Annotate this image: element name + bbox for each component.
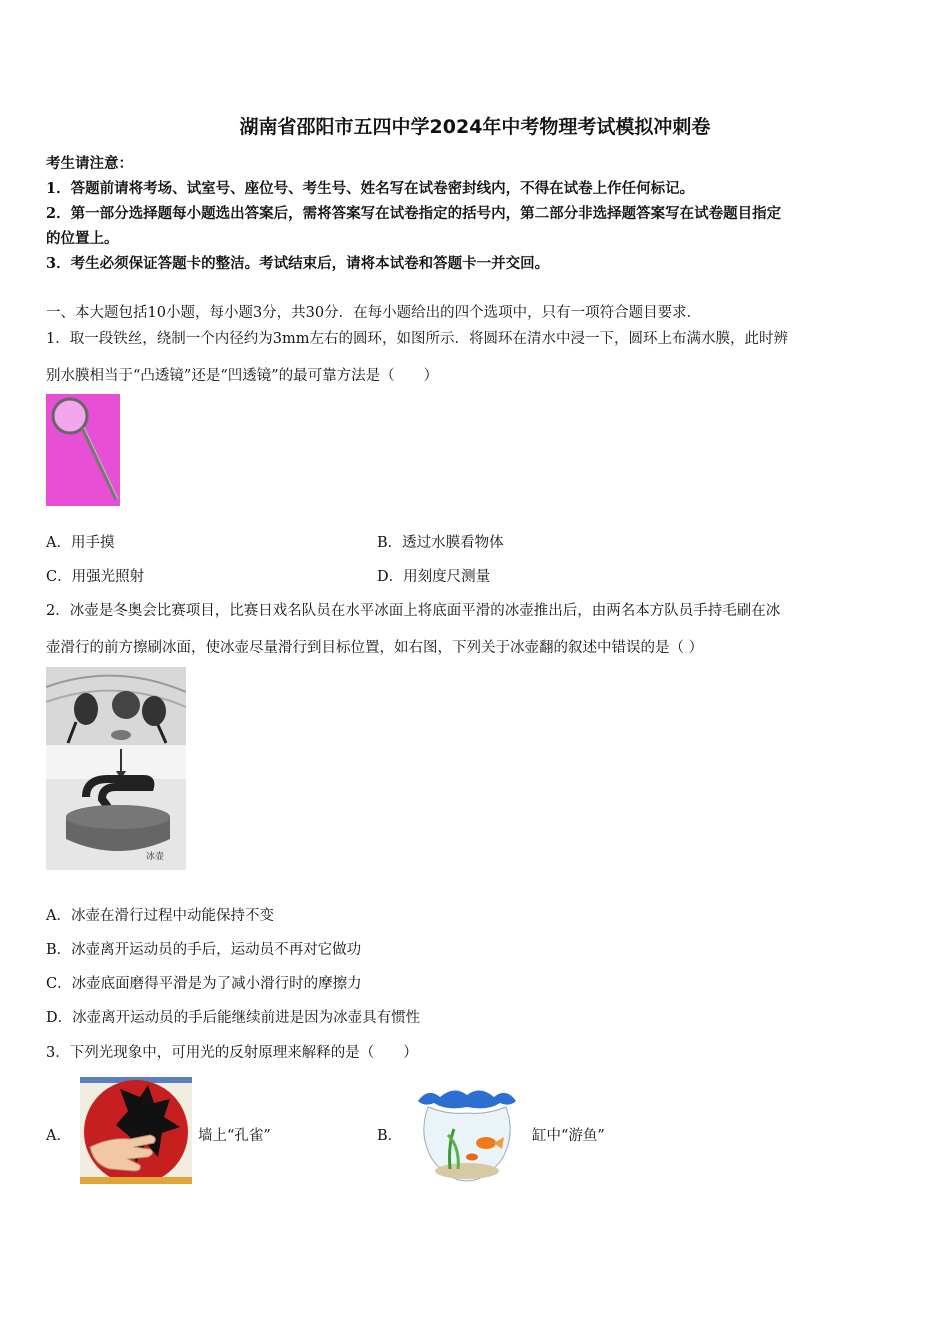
q2-option-c[interactable]: C．冰壶底面磨得平滑是为了减小滑行时的摩擦力 [46,976,362,992]
q3-option-b-letter[interactable]: B． [377,1128,403,1144]
q3-option-b-text[interactable]: 缸中“游鱼” [532,1128,605,1144]
notice-heading: 考生请注意： [46,155,133,172]
notice-item-3: 3．考生必须保证答题卡的整洁。考试结束后，请将本试卷和答题卡一并交回。 [46,255,550,272]
curling-figure [46,667,186,870]
q3-stem: 3．下列光现象中，可用光的反射原理来解释的是（ ） [46,1045,418,1061]
curling-caption: 冰壶 [145,852,164,862]
notice-item-2: 2．第一部分选择题每小题选出答案后，需将答案写在试卷指定的括号内，第二部分非选择题答案写在试卷题目指定 [46,205,782,222]
q1-stem-line2: 别水膜相当于“凸透镜”还是“凹透镜”的最可靠方法是（ ） [46,368,439,384]
q2-option-a[interactable]: A．冰壶在滑行过程中动能保持不变 [46,908,274,924]
q2-stem-line1: 2．冰壶是冬奥会比赛项目，比赛日戏名队员在水平冰面上将底面平滑的冰壶推出后，由两名本方队员手持毛刷在冰 [46,603,781,619]
notice-item-1: 1．答题前请将考场、试室号、座位号、考生号、姓名写在试卷密封线内，不得在试卷上作任何标记。 [46,180,695,197]
q1-option-b[interactable]: B．透过水膜看物体 [377,535,504,551]
fishbowl-figure [414,1085,520,1183]
q2-option-d[interactable]: D．冰壶离开运动员的手后能继续前进是因为冰壶具有惯性 [46,1010,421,1026]
notice-item-2-cont: 的位置上。 [46,230,119,247]
q2-option-b[interactable]: B．冰壶离开运动员的手后，运动员不再对它做功 [46,942,362,958]
q2-stem-line2: 壶滑行的前方擦刷冰面，使冰壶尽量滑行到目标位置，如右图，下列关于冰壶翻的叙述中错误的是（ ） [46,640,704,656]
q3-option-a-text[interactable]: 墙上“孔雀” [198,1128,271,1144]
q1-option-a[interactable]: A．用手摸 [46,535,115,551]
q1-option-d[interactable]: D．用刻度尺测量 [377,569,491,585]
section-heading: 一、本大题包括10小题，每小题3分，共30分．在每小题给出的四个选项中，只有一项符合题目要求． [46,305,702,321]
q1-option-c[interactable]: C．用强光照射 [46,569,145,585]
wire-loop-figure [46,394,120,506]
q1-stem-line1: 1．取一段铁丝，绕制一个内径约为3mm左右的圆环，如图所示．将圆环在清水中浸一下，圆环上布满水膜，此时辨 [46,331,788,347]
hand-shadow-figure [80,1077,192,1184]
page-title: 湖南省邵阳市五四中学2024年中考物理考试模拟冲刺卷 [239,116,711,138]
q3-option-a-letter[interactable]: A． [46,1128,71,1144]
